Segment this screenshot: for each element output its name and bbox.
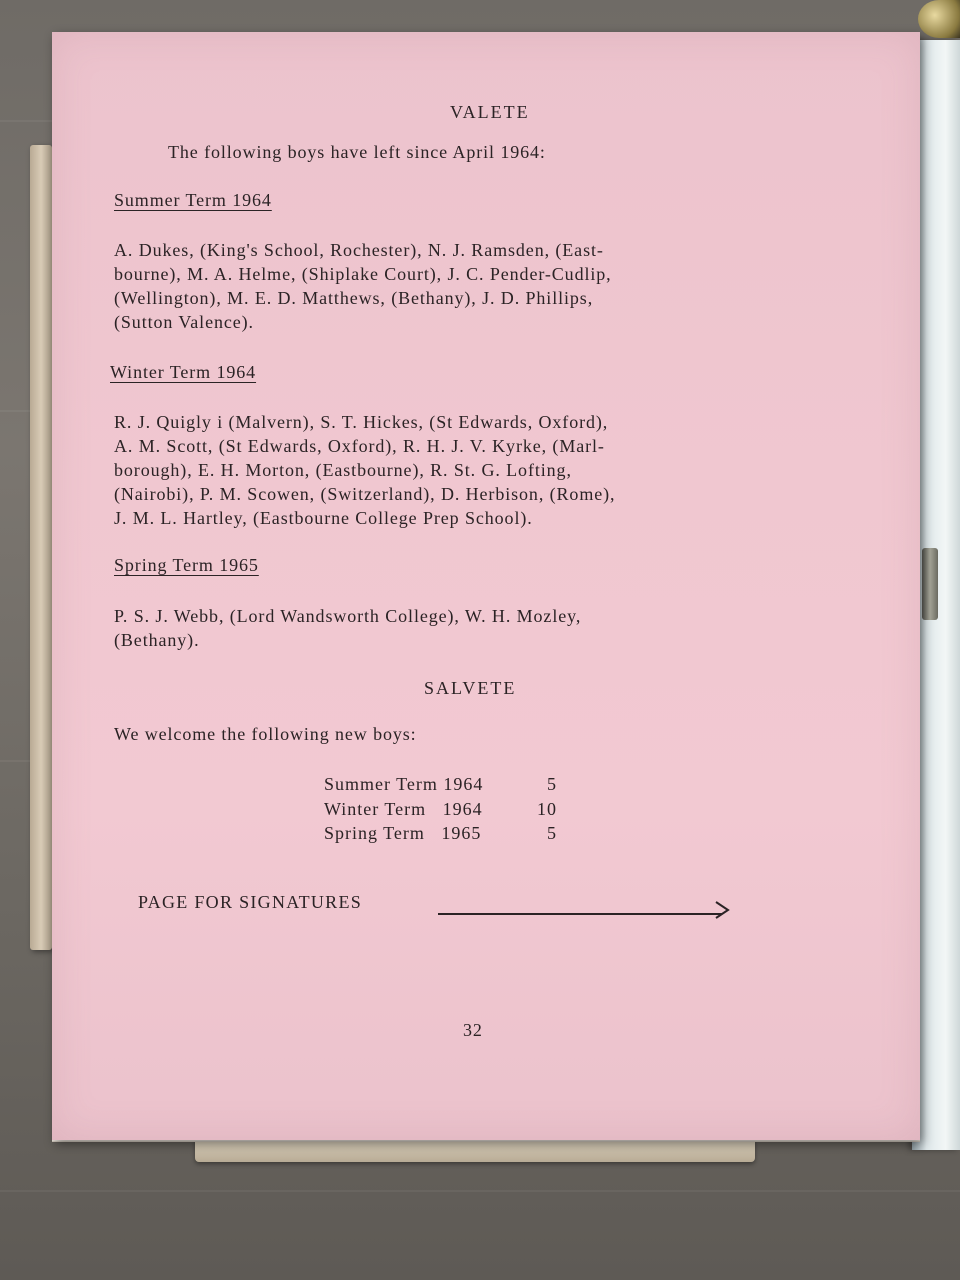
- winter-line-1: R. J. Quigly i (Malvern), S. T. Hickes, (St Edwards, Oxford),: [114, 412, 609, 432]
- left-binder-edge: [30, 145, 52, 950]
- binder-clip: [918, 0, 960, 38]
- winter-line-2: A. M. Scott, (St Edwards, Oxford), R. H. J. V. Kyrke, (Marl-: [114, 436, 605, 456]
- valete-intro: The following boys have left since April 1964:: [168, 142, 546, 162]
- summer-line-3: (Wellington), M. E. D. Matthews, (Bethany), J. D. Phillips,: [114, 288, 594, 308]
- winter-line-4: (Nairobi), P. M. Scowen, (Switzerland), D. Herbison, (Rome),: [114, 484, 616, 504]
- page-number: 32: [463, 1020, 483, 1040]
- new-boys-table: [324, 772, 557, 846]
- binder-tab: [922, 548, 938, 620]
- spring-line-2: (Bethany).: [114, 630, 200, 650]
- winter-term-heading: Winter Term 1964: [110, 362, 257, 382]
- spring-line-1: P. S. J. Webb, (Lord Wandsworth College), W. H. Mozley,: [114, 606, 582, 626]
- winter-line-3: borough), E. H. Morton, (Eastbourne), R. St. G. Lofting,: [114, 460, 572, 480]
- summer-term-heading: Summer Term 1964: [114, 190, 272, 210]
- new-boys-count: 10: [537, 798, 557, 819]
- spring-term-heading: Spring Term 1965: [114, 555, 259, 575]
- arrow-right-icon: [712, 900, 732, 920]
- summer-line-2: bourne), M. A. Helme, (Shiplake Court), J. C. Pender-Cudlip,: [114, 264, 612, 284]
- new-boys-count: 5: [547, 823, 557, 843]
- booklet-page: [52, 32, 920, 1140]
- new-boys-row: [324, 772, 557, 797]
- salvete-intro: We welcome the following new boys:: [114, 724, 417, 744]
- new-boys-term: Spring Term 1965: [324, 823, 482, 843]
- signatures-label: PAGE FOR SIGNATURES: [138, 892, 363, 912]
- new-boys-row: [324, 821, 557, 846]
- new-boys-count: 5: [547, 774, 557, 794]
- valete-heading: VALETE: [450, 102, 530, 122]
- salvete-heading: SALVETE: [424, 678, 517, 698]
- new-boys-term: Summer Term 1964: [324, 774, 484, 794]
- new-boys-row: [324, 797, 557, 822]
- summer-line-1: A. Dukes, (King's School, Rochester), N. J. Ramsden, (East-: [114, 240, 604, 260]
- signatures-arrow-line: [438, 913, 722, 915]
- new-boys-term: Winter Term 1964: [324, 798, 483, 819]
- winter-line-5: J. M. L. Hartley, (Eastbourne College Prep School).: [114, 508, 533, 528]
- summer-line-4: (Sutton Valence).: [114, 312, 254, 332]
